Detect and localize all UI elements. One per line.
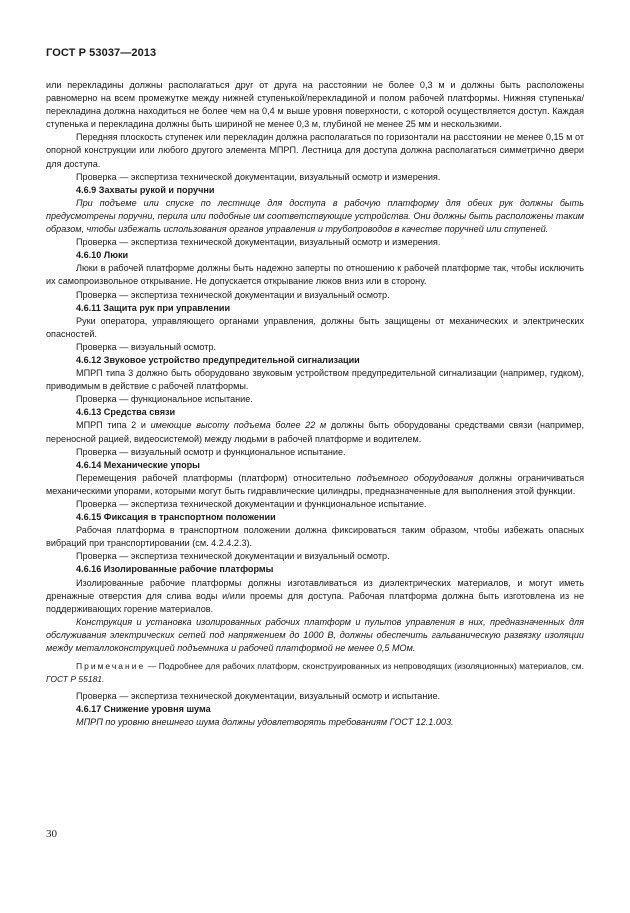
paragraph-4-6-14: [46, 472, 584, 498]
note-text: — Подробнее для рабочих платформ, сконструированных из непроводящих (изоляционных) материалов, см.: [147, 661, 584, 672]
paragraph: Люки в рабочей платформе должны быть надежно заперты по отношению к рабочей платформе так, чтобы исключить их самопроизвольное открывание. Не допускается открывание люков вниз или в сторону.: [46, 263, 584, 287]
paragraph: При подъеме или спуске по лестнице для доступа в рабочую платформу для обеих рук должны быть предусмотрены поручни, перила или подобные им соответствующие устройства. Они должны быть расположены таким образом, чтобы избежать использования органов управления и трубопроводов в качестве поручней или ступеней.: [46, 197, 584, 235]
text-run: Перемещения рабочей платформы (платформ) относительно: [76, 472, 351, 483]
section-heading-4-6-14: 4.6.14 Механические упоры: [76, 459, 200, 470]
paragraph: Изолированные рабочие платформы должны изготавливаться из диэлектрических материалов, и могут иметь дренажные отверстия для слива воды и/или проемы для доступа. Рабочая платформа должна быть изготовлена из не поддерживающих горение материалов.: [46, 577, 584, 614]
check-line: Проверка — визуальный осмотр и функциональное испытание.: [76, 446, 346, 457]
section-heading-4-6-15: 4.6.15 Фиксация в транспортном положении: [76, 512, 276, 523]
note-label: Примечание: [76, 661, 146, 672]
check-line: Проверка — функциональное испытание.: [76, 394, 253, 405]
section-heading-4-6-11: 4.6.11 Защита рук при управлении: [76, 302, 231, 313]
section-heading-4-6-10: 4.6.10 Люки: [76, 250, 129, 261]
paragraph: МПРП типа 3 должно быть оборудовано звуковым устройством предупредительной сигнализации (например, гудком), приводимым в действие с рабочей платформы.: [46, 368, 584, 392]
check-line: Проверка — экспертиза технической документации и визуальный осмотр.: [76, 551, 390, 562]
check-line: Проверка — экспертиза технической документации и функциональное испытание.: [76, 499, 427, 509]
standard-header: ГОСТ Р 53037—2013: [46, 47, 157, 59]
section-heading-4-6-9: 4.6.9 Захваты рукой и поручни: [76, 184, 215, 195]
check-line: Проверка — экспертиза технической документации и визуальный осмотр.: [76, 289, 390, 300]
check-line: Проверка — визуальный осмотр.: [76, 341, 217, 352]
section-heading-4-6-17: 4.6.17 Снижение уровня шума: [76, 704, 211, 715]
page-number: 30: [46, 828, 57, 840]
paragraph: МПРП по уровню внешнего шума должны удовлетворять требованиям ГОСТ 12.1.003.: [76, 717, 454, 728]
text-run: должны ограничиваться механическими упорами, которыми могут быть гидравлические цилиндры, предназначенные для выполнения этой функции.: [46, 472, 584, 496]
check-line: Проверка — экспертиза технической документации, визуальный осмотр и испытание.: [76, 691, 441, 702]
paragraph: или перекладины должны располагаться друг от друга на расстоянии не более 0,3 м и должны быть расположены равномерно на всем промежутке между нижней ступенькой/перекладиной и полом рабочей платформы. Нижняя ступенька/перекладина должна находиться не более чем на 0,4 м выше уровня поверхности, с которой осуществляется доступ. Каждая ступенька и перекладина должны быть шириной не менее 0,3 м, глубиной не менее 25 мм и нескользкими.: [46, 80, 584, 130]
document-body: [46, 79, 584, 729]
italic-run: подъемного оборудования: [356, 472, 474, 483]
paragraph: Рабочая платформа в транспортном положении должна фиксироваться таким образом, чтобы избежать опасных вибраций при транспортировании (см. 4.2.4.2.3).: [46, 525, 584, 549]
paragraph-4-6-13: [46, 419, 584, 445]
paragraph: Передняя плоскость ступенек или перекладин должна располагаться по горизонтали на расстоянии не менее 0,15 м от опорной конструкции или любого другого элемента МПРП. Лестница для доступа должна располагаться симметрично двери для доступа.: [46, 132, 584, 169]
italic-run: имеющие высоту подъема более 22 м: [150, 420, 327, 431]
paragraph: Конструкция и установка изолированных рабочих платформ и пультов управления в них, предназначенных для обслуживания электрических сетей под напряжением до 1000 В, должны обеспечить гальваническую развязку изоляции между металлоконструкцией подъемника и рабочей платформой не менее 0,5 МОм.: [46, 616, 584, 654]
section-heading-4-6-13: 4.6.13 Средства связи: [76, 407, 176, 418]
text-run: МПРП типа 2 и: [76, 420, 146, 431]
check-line: Проверка — экспертиза технической документации, визуальный осмотр и измерения.: [76, 237, 441, 248]
note: [46, 660, 584, 685]
check-line: Проверка — экспертиза технической документации, визуальный осмотр и измерения.: [76, 171, 441, 182]
paragraph: Руки оператора, управляющего органами управления, должны быть защищены от механических и электрических опасностей.: [46, 315, 584, 339]
text-run: должны быть оборудованы средствами связи (например, переносной рацией, видеосистемой) между людьми в рабочей платформе и водителем.: [46, 420, 585, 444]
note-reference: ГОСТ Р 55181.: [46, 673, 105, 684]
section-heading-4-6-16: 4.6.16 Изолированные рабочие платформы: [76, 564, 274, 575]
section-heading-4-6-12: 4.6.12 Звуковое устройство предупредительной сигнализации: [76, 354, 360, 365]
